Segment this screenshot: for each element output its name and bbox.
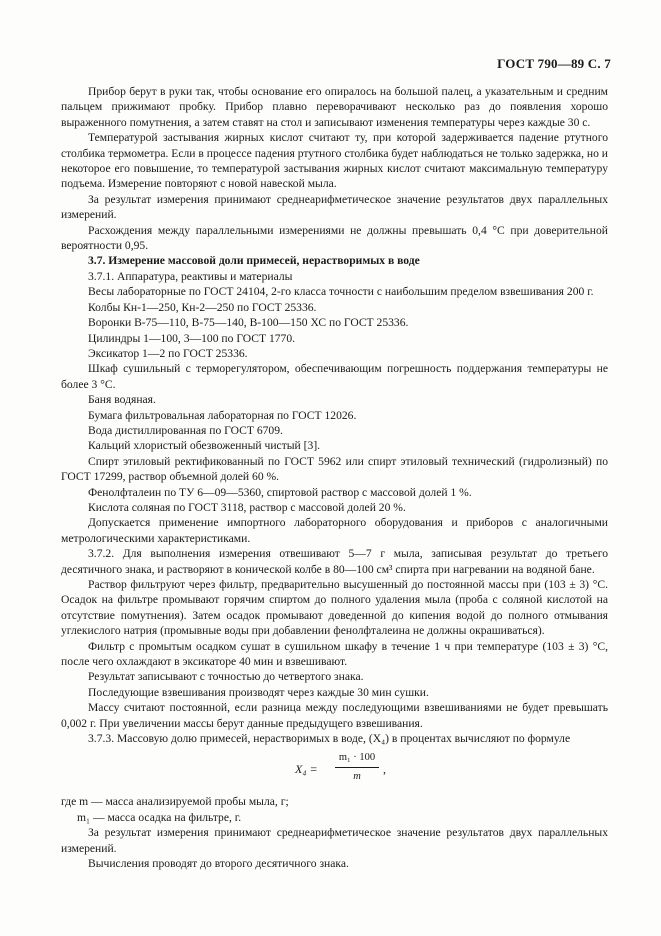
section-heading: 3.7. Измерение массовой доли примесей, нерастворимых в воде [88,254,420,268]
paragraph: Вычисления проводят до второго десятичного знака. [88,857,349,871]
paragraph: 3.7.2. Для выполнения измерения отвешивают 5—7 г мыла, записывая результат до третьего десятичного знака, и растворяют в конической колбе в 80—100 см³ спирта при нагревании на водяной бане. [61,547,608,576]
paragraph: Результат записывают с точностью до четвертого знака. [88,670,364,684]
paragraph: Температурой застывания жирных кислот считают ту, при которой задерживается падение ртутного столбика термометра. Если в процессе падения ртутного столбика будет наблюдаться не только задержка, но и некоторое его повышение, то температурой застывания жирных кислот считают максимальную температуру подъема. Измерение повторяют с новой навеской мыла. [61,131,608,191]
paragraph: Баня водяная. [88,393,156,407]
formula-denominator: m [353,770,361,782]
definition: m₁ — масса осадка на фильтре, г. [77,810,242,824]
formula-tail: , [383,762,386,777]
paragraph: Допускается применение импортного лабораторного оборудования и приборов с аналогичными метрологическими характеристиками. [61,516,608,545]
page-header: ГОСТ 790—89 С. 7 [497,56,611,71]
definitions [61,794,608,825]
paragraph: Кислота соляная по ГОСТ 3118, раствор с массовой долей 20 %. [88,500,406,514]
paragraph: Последующие взвешивания производят через каждые 30 мин сушки. [88,685,429,699]
paragraph: Вода дистиллированная по ГОСТ 6709. [88,423,283,437]
paragraph: Весы лабораторные по ГОСТ 24104, 2-го класса точности с наибольшим пределом взвешивания 200 г. [88,285,594,299]
paragraph: Цилиндры 1—100, 3—100 по ГОСТ 1770. [88,331,296,345]
paragraph: 3.7.1. Аппаратура, реактивы и материалы [88,269,293,283]
formula-lhs: X₄ = [295,762,318,777]
paragraph: Прибор берут в руки так, чтобы основание его опиралось на большой палец, а указательным и средним пальцем прижимают пробку. Прибор плавно переворачивают несколько раз до появления хорошо выраженного помутнения, а затем ставят на стол и записывают изменения температуры через каждые 30 с. [61,85,608,129]
paragraph: Колбы Кн-1—250, Кн-2—250 по ГОСТ 25336. [88,300,317,314]
paragraph: Расхождения между параллельными измерениями не должны превышать 0,4 °С при доверительной вероятности 0,95. [61,223,608,253]
paragraph: Фильтр с промытым осадком сушат в сушильном шкафу в течение 1 ч при температуре (103 ± 3) °С, после чего охлаждают в эксикаторе 40 мин и взвешивают. [61,639,608,669]
document-body [61,84,608,872]
paragraph: Шкаф сушильный с терморегулятором, обеспечивающим погрешность поддержания температуры не более 3 °С. [61,362,608,391]
paragraph: Эксикатор 1—2 по ГОСТ 25336. [88,346,248,360]
paragraph: Массу считают постоянной, если разница между последующими взвешиваниями не будет превышать 0,002 г. При увеличении массы берут данные предыдущего взвешивания. [61,701,608,730]
formula-numerator: m₁ · 100 [335,750,379,767]
paragraph: Спирт этиловый ректификованный по ГОСТ 5962 или спирт этиловый технический (гидролизный) по ГОСТ 17299, раствор объемной долей 60 %. [61,454,608,484]
paragraph: За результат измерения принимают среднеарифметическое значение результатов двух параллельных измерений. [61,826,608,855]
paragraph: Кальций хлористый обезвоженный чистый [3]. [88,439,321,453]
definition: где m — масса анализируемой пробы мыла, г; [61,795,289,809]
formula-fraction [335,750,379,784]
paragraph: Раствор фильтруют через фильтр, предварительно высушенный до постоянной массы при (103 ± 3) °С. Осадок на фильтре промывают горячим спиртом до полного удаления мыла (проба с соляной кислотой на отсутствие помутнения). Затем осадок промывают доведенной до кипения водой до полного отмывания углекислого натрия (промывные воды при добавлении фенолфталеина не должны окрашиваться). [61,578,608,638]
paragraph: Фенолфталеин по ТУ 6—09—5360, спиртовой раствор с массовой долей 1 %. [88,485,472,499]
formula [61,750,608,790]
paragraph: Воронки В-75—110, В-75—140, В-100—150 ХС по ГОСТ 25336. [88,316,409,330]
paragraph: 3.7.3. Массовую долю примесей, нерастворимых в воде, (X₄) в процентах вычисляют по формуле [88,732,571,746]
paragraph: За результат измерения принимают среднеарифметическое значение результатов двух параллельных измерений. [61,192,608,222]
paragraph: Бумага фильтровальная лабораторная по ГОСТ 12026. [88,408,357,422]
